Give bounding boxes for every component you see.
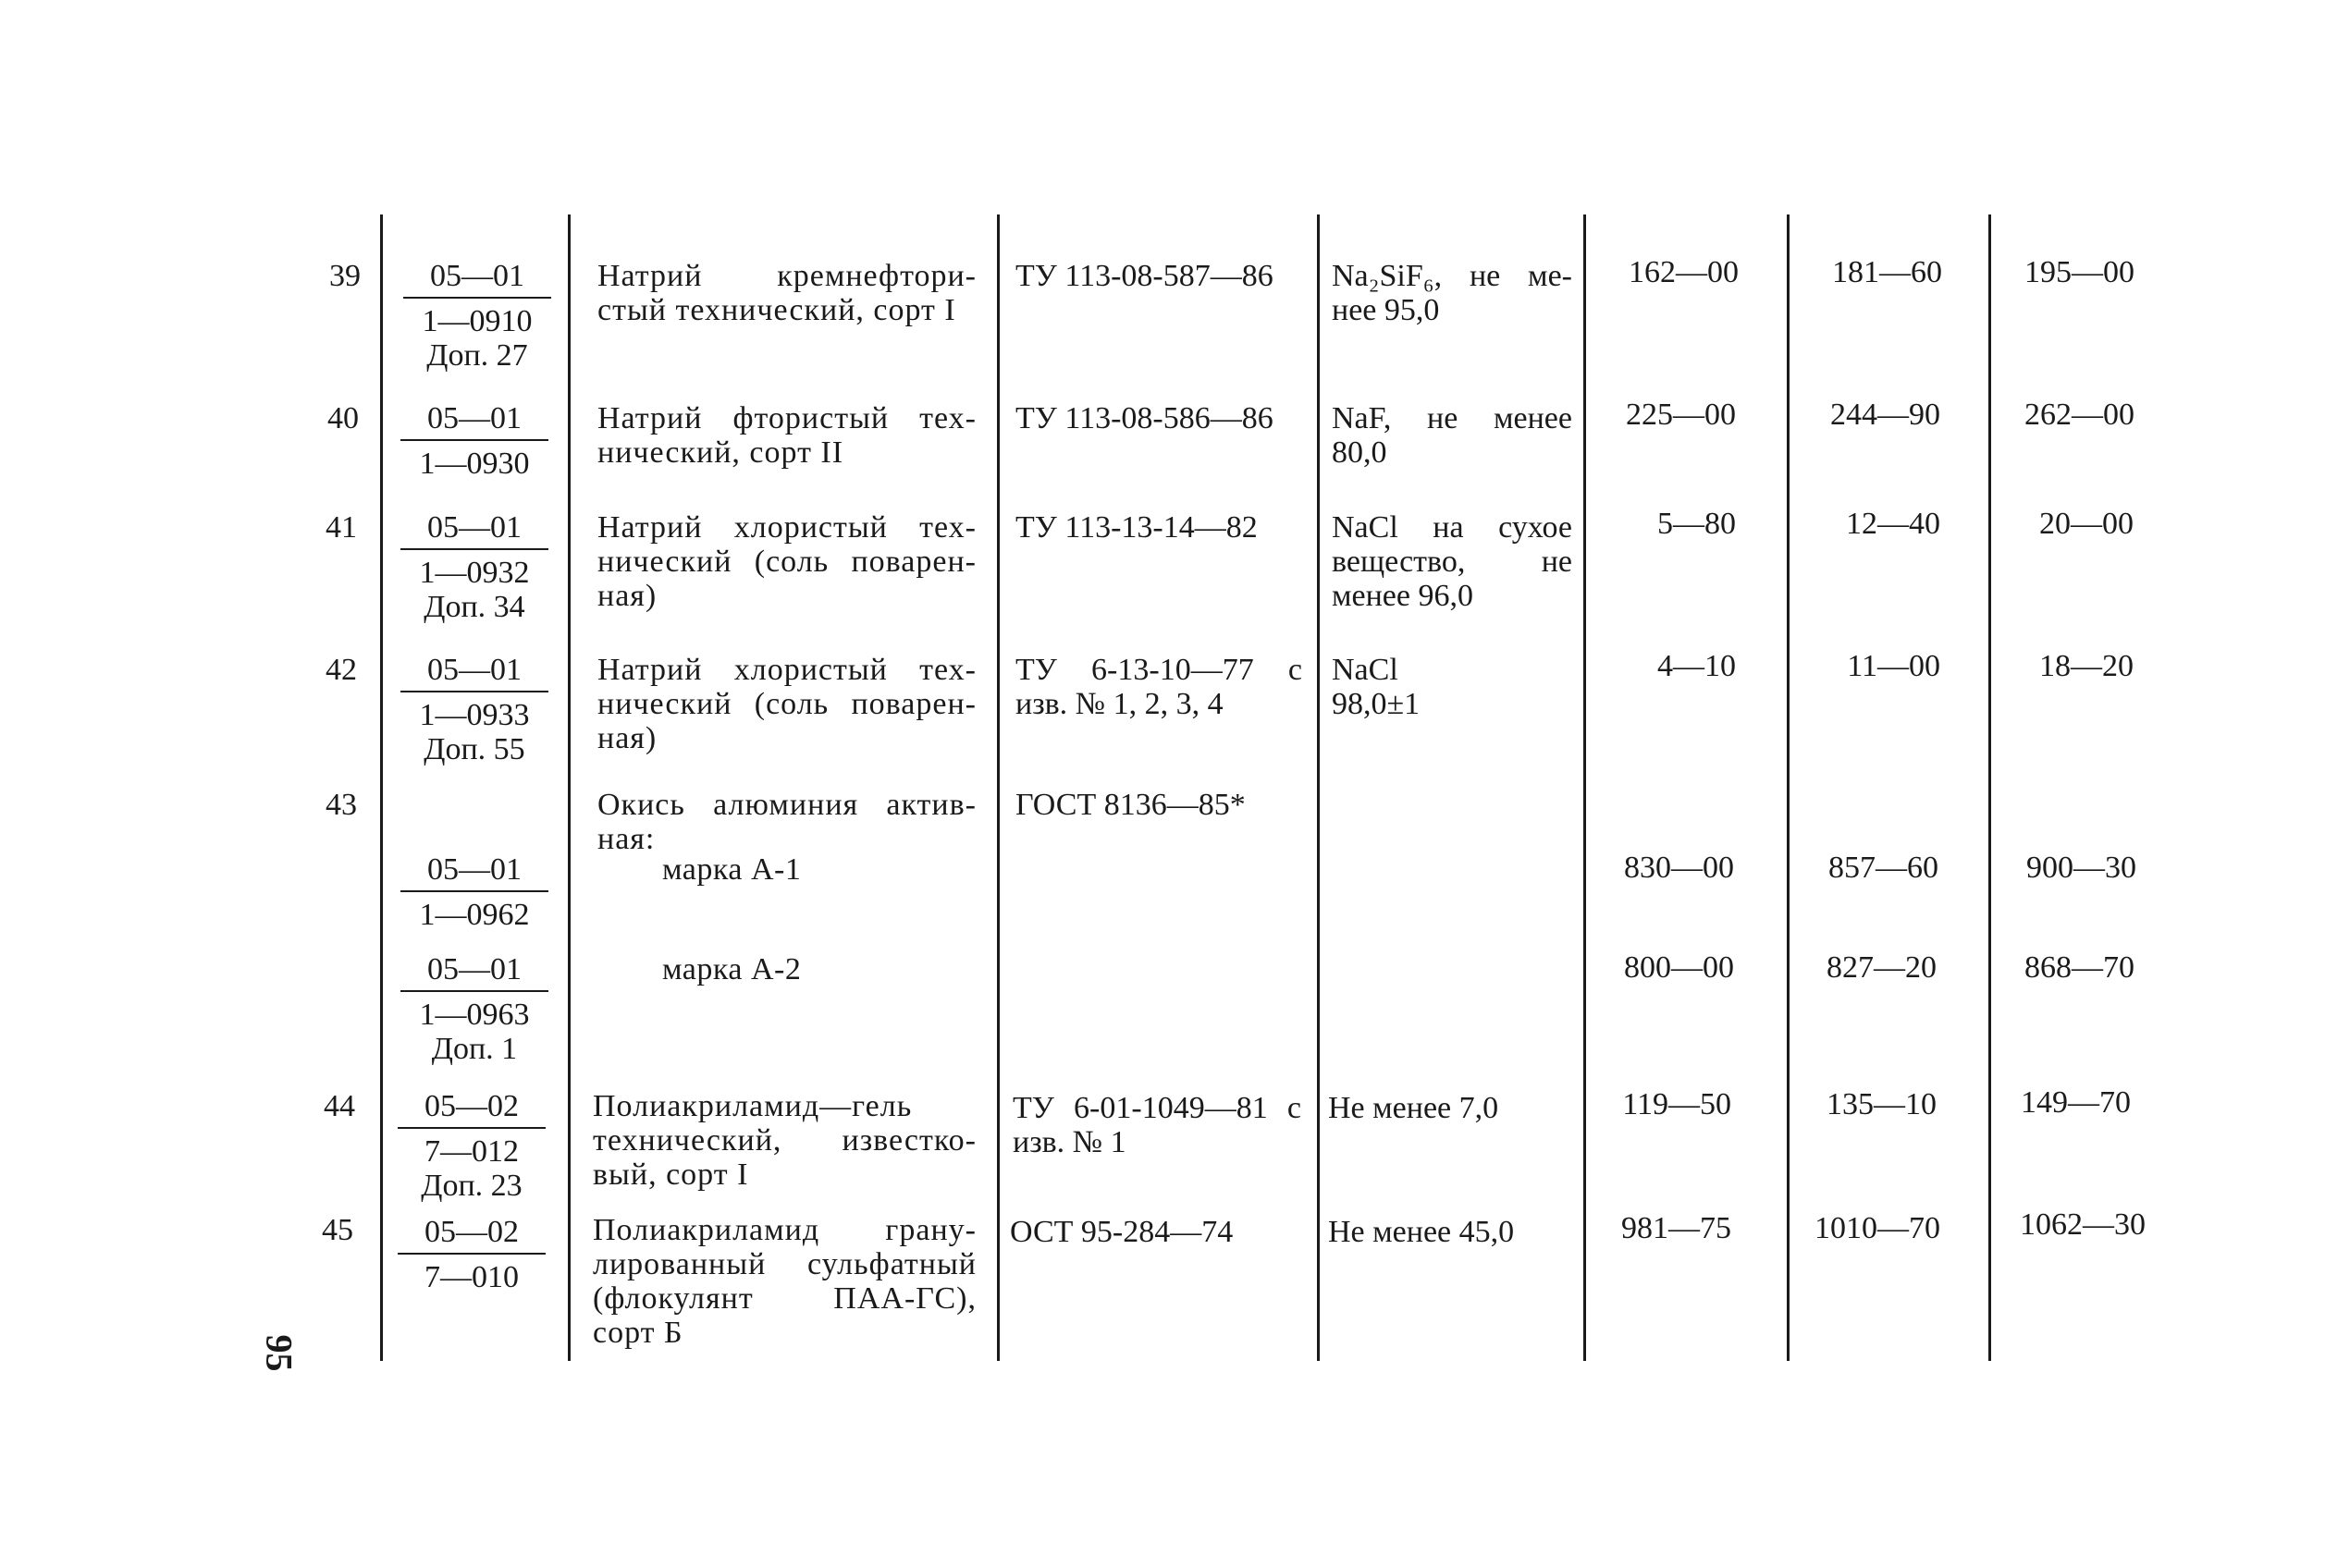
spec-line: ТУ 113-08-587—86 [1015,259,1273,293]
content-requirement [1332,653,1572,721]
description-line: Полиакриламид—гель [593,1089,913,1123]
column-rule [997,214,1000,1361]
price-2: 11—00 [1847,649,1940,683]
description-line: (флокулянт ПАА-ГС), [593,1281,977,1316]
content-line: Не менее 7,0 [1328,1091,1499,1125]
code-bottom: 1—0933 [419,698,530,732]
code-top: 05—01 [400,510,548,550]
code-bottom: 1—0930 [419,447,530,481]
product-description [597,653,977,755]
column-rule [380,214,383,1361]
classifier-code [403,259,551,373]
price-2: 827—20 [1827,950,1937,985]
code-bottom: 7—010 [424,1260,519,1294]
price-3: 18—20 [2039,649,2134,683]
description-line: Натрий фтористый тех- [597,401,977,435]
description-line: Натрий кремнефтори- [597,259,977,293]
content-line: 98,0±1 [1332,687,1421,721]
price-3: 868—70 [2024,950,2134,985]
column-rule [1583,214,1586,1361]
column-rule [568,214,571,1361]
content-line: NaCl [1332,653,1398,687]
content-line: Na₂SiF₆, не ме- [1332,259,1572,293]
description-line: стый технический, сорт I [597,293,956,327]
price-2: 1010—70 [1814,1211,1940,1245]
content-line: менее 96,0 [1332,579,1473,613]
description-line: ная: [597,822,656,856]
classifier-code [400,510,548,624]
standard-spec [1010,1215,1298,1249]
price-1: 162—00 [1629,255,1739,289]
standard-spec [1013,1091,1301,1159]
column-rule [1317,214,1320,1361]
standard-spec [1015,788,1302,822]
description-line: технический, известко- [593,1123,977,1158]
description-line: нический (соль поварен- [597,687,977,721]
price-2: 135—10 [1827,1087,1937,1121]
price-2: 244—90 [1830,398,1940,432]
price-3: 900—30 [2026,851,2136,885]
code-top: 05—01 [400,852,548,892]
price-2: 181—60 [1832,255,1942,289]
price-2: 12—40 [1846,507,1940,541]
description-line: лированный сульфатный [593,1247,977,1281]
content-line: NaCl на сухое [1332,510,1572,545]
code-top: 05—01 [400,653,548,692]
price-3: 195—00 [2024,255,2134,289]
code-bottom: 7—012 [424,1134,519,1169]
description-line: Натрий хлористый тех- [597,510,977,545]
spec-line: ГОСТ 8136—85* [1015,788,1246,822]
content-line: NaF, не менее [1332,401,1572,435]
code-top: 05—02 [398,1089,546,1129]
price-1: 4—10 [1657,649,1736,683]
row-number: 45 [322,1213,353,1247]
spec-line: изв. № 1, 2, 3, 4 [1015,687,1224,721]
standard-spec [1015,653,1302,721]
row-number: 41 [326,510,357,545]
code-top: 05—01 [403,259,551,299]
spec-line: ТУ 113-08-586—86 [1015,401,1273,435]
column-rule [1988,214,1991,1361]
content-requirement [1328,1215,1568,1249]
price-1: 981—75 [1621,1211,1731,1245]
code-bottom: 1—0963 [419,998,530,1032]
page-number: 95 [258,1334,301,1372]
content-requirement [1332,259,1572,327]
price-1: 225—00 [1626,398,1736,432]
code-supplement: Доп. 34 [424,590,525,624]
classifier-code [398,1089,546,1203]
row-number: 40 [327,401,359,435]
price-1: 830—00 [1624,851,1734,885]
code-supplement: Доп. 23 [421,1169,523,1203]
code-supplement: Доп. 1 [431,1032,518,1066]
code-supplement: Доп. 27 [426,338,528,373]
classifier-code [400,401,548,481]
classifier-code [400,852,548,932]
product-description [597,788,977,856]
product-description [597,259,977,327]
code-bottom: 1—0962 [419,898,530,932]
spec-line: ОСТ 95-284—74 [1010,1215,1234,1249]
grade-label: марка А-2 [662,952,802,986]
code-supplement: Доп. 55 [424,732,525,766]
standard-spec [1015,401,1302,435]
description-line: нический (соль поварен- [597,545,977,579]
row-number: 42 [326,653,357,687]
row-number: 44 [324,1089,355,1123]
column-rule [1787,214,1790,1361]
product-description [593,1089,977,1192]
price-3: 1062—30 [2020,1207,2146,1242]
description-line: сорт Б [593,1316,683,1350]
price-1: 119—50 [1622,1087,1731,1121]
price-3: 262—00 [2024,398,2134,432]
content-line: 80,0 [1332,435,1387,470]
content-line: нее 95,0 [1332,293,1440,327]
description-line: ная) [597,721,658,755]
content-line: Не менее 45,0 [1328,1215,1515,1249]
classifier-code [400,952,548,1066]
content-line: вещество, не [1332,545,1572,579]
code-top: 05—01 [400,401,548,441]
code-top: 05—02 [398,1215,546,1255]
description-line: нический, сорт II [597,435,844,470]
content-requirement [1328,1091,1568,1125]
row-number: 43 [326,788,357,822]
product-description [597,510,977,613]
code-bottom: 1—0932 [419,556,530,590]
spec-line: изв. № 1 [1013,1125,1126,1159]
classifier-code [398,1215,546,1294]
description-line: Полиакриламид грану- [593,1213,977,1247]
classifier-code [400,653,548,766]
product-description [593,1213,977,1350]
description-line: ная) [597,579,658,613]
code-bottom: 1—0910 [422,304,533,338]
price-1: 800—00 [1624,950,1734,985]
price-3: 149—70 [2021,1085,2131,1120]
standard-spec [1015,259,1302,293]
product-description [597,401,977,470]
row-number: 39 [329,259,361,293]
code-top: 05—01 [400,952,548,992]
grade-label: марка А-1 [662,852,802,887]
description-line: Натрий хлористый тех- [597,653,977,687]
description-line: Окись алюминия актив- [597,788,977,822]
content-requirement [1332,510,1572,613]
spec-line: ТУ 6-01-1049—81 с [1013,1091,1301,1125]
description-line: вый, сорт I [593,1158,749,1192]
content-requirement [1332,401,1572,470]
standard-spec [1015,510,1302,545]
price-3: 20—00 [2039,507,2134,541]
price-2: 857—60 [1828,851,1938,885]
spec-line: ТУ 113-13-14—82 [1015,510,1258,545]
price-1: 5—80 [1657,507,1736,541]
spec-line: ТУ 6-13-10—77 с [1015,653,1302,687]
